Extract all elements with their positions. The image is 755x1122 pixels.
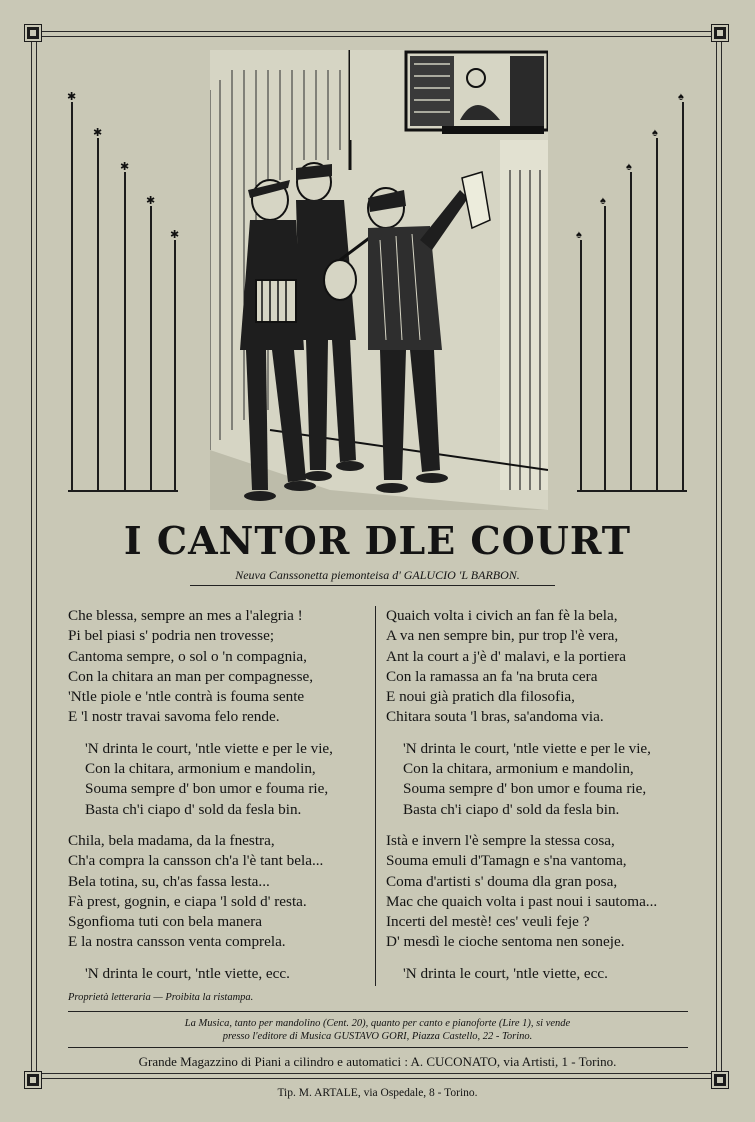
lyric-line: 'Ntle piole e 'ntle contrà is fouma sente (68, 688, 305, 706)
left-lyrics-column (68, 606, 333, 984)
corner-ornament (712, 1072, 728, 1088)
lyric-line: Fà prest, gognin, e ciapa 'l sold d' resta. (68, 892, 307, 910)
lyric-line: Cantoma sempre, o sol o 'n compagnia, (68, 647, 307, 665)
footer-rule (68, 1047, 688, 1048)
lyric-line: Con la chitara an man per compagnesse, (68, 667, 314, 685)
page-title: I CANTOR DLE COURT (123, 518, 632, 563)
lyric-line: Con la chitara, armonium e mandolin, (85, 760, 316, 778)
refrain (68, 739, 333, 820)
printer-credit: Tip. M. ARTALE, via Ospedale, 8 - Torino. (277, 1087, 478, 1099)
lyric-line: Basta ch'i ciapo d' sold da fesla bin. (403, 800, 620, 818)
corner-ornament (712, 25, 728, 41)
lyric-line: Che blessa, sempre an mes a l'alegria ! (68, 607, 303, 624)
stanza (68, 606, 333, 728)
lyric-line: Chitara souta 'l bras, sa'andoma via. (386, 708, 604, 726)
lyric-line: Con la chitara, armonium e mandolin, (403, 760, 634, 778)
lyric-line: 'N drinta le court, 'ntle viette e per le vie, (403, 739, 651, 757)
music-notice-line2: presso l'editore di Musica GUSTAVO GORI, Piazza Castello, 22 - Torino. (222, 1031, 533, 1042)
lyric-line: E 'l nostr travai savoma felo rende. (68, 708, 280, 726)
lyric-line: Souma emuli d'Tamagn e s'na vantoma, (386, 852, 627, 870)
shop-advert: Grande Magazzino di Piani a cilindro e automatici : A. CUCONATO, via Artisti, 1 - Torino. (138, 1054, 617, 1069)
lyric-line: Con la ramassa an fa 'na bruta cera (386, 667, 598, 685)
corner-ornament (25, 25, 41, 41)
lyric-line: Coma d'artisti s' douma dla gran posa, (386, 872, 618, 890)
lyric-line: Incerti del mestè! ces' veuli feje ? (386, 913, 590, 931)
lyric-line: Souma sempre d' bon umor e fouma rie, (403, 780, 647, 798)
lyric-line: Sgonfioma tuti con bela manera (68, 913, 263, 931)
refrain-short: 'N drinta le court, 'ntle viette, ecc. (85, 964, 290, 982)
subtitle: Neuva Canssonetta piemonteisa d' GALUCIO 'L BARBON. (235, 568, 520, 582)
music-notice-line1: La Musica, tanto per mandolino (Cent. 20), quanto per canto e pianoforte (Lire 1), si vende (184, 1018, 571, 1029)
lyric-line: Quaich volta i civich an fan fè la bela, (386, 607, 618, 624)
stanza (386, 831, 657, 953)
lyric-line: Ant la court a j'è d' malavi, e la portiera (386, 647, 626, 665)
lyric-line: Pi bel piasi s' podria nen trovesse; (68, 627, 275, 645)
footer-rule (68, 1011, 688, 1012)
lyric-line: 'N drinta le court, 'ntle viette e per le vie, (85, 739, 333, 757)
stanza (68, 831, 333, 953)
three-street-singers-icon (210, 50, 548, 510)
lyric-line: D' mesdì le cioche sentoma nen soneje. (386, 933, 625, 951)
column-divider (375, 606, 376, 986)
lyric-line: Basta ch'i ciapo d' sold da fesla bin. (85, 800, 302, 818)
lyric-line: Souma sempre d' bon umor e fouma rie, (85, 780, 329, 798)
lyric-line: Ch'a compra la cansson ch'a l'è tant bela... (68, 852, 324, 870)
corner-ornament (25, 1072, 41, 1088)
lyric-line: Istà e invern l'è sempre la stessa cosa, (386, 831, 615, 849)
refrain-short: 'N drinta le court, 'ntle viette, ecc. (403, 964, 608, 982)
lyric-line: E noui già pratich dla filosofia, (386, 688, 575, 706)
refrain (386, 739, 657, 820)
right-lyrics-column (386, 606, 657, 984)
lyric-line: E la nostra cansson venta comprela. (68, 933, 286, 951)
rights-notice: Proprietà letteraria — Proibita la ristampa. (68, 992, 254, 1003)
subtitle-rule (190, 585, 555, 586)
lyric-line: Chila, bela madama, da la fnestra, (68, 831, 275, 849)
lyric-line: A va nen sempre bin, pur trop l'è vera, (386, 627, 619, 645)
stanza (386, 606, 657, 728)
lyric-line: Bela totina, su, ch'as fassa lesta... (68, 872, 270, 890)
lyric-line: Mac che quaich volta i past noui i sautoma... (386, 892, 658, 910)
